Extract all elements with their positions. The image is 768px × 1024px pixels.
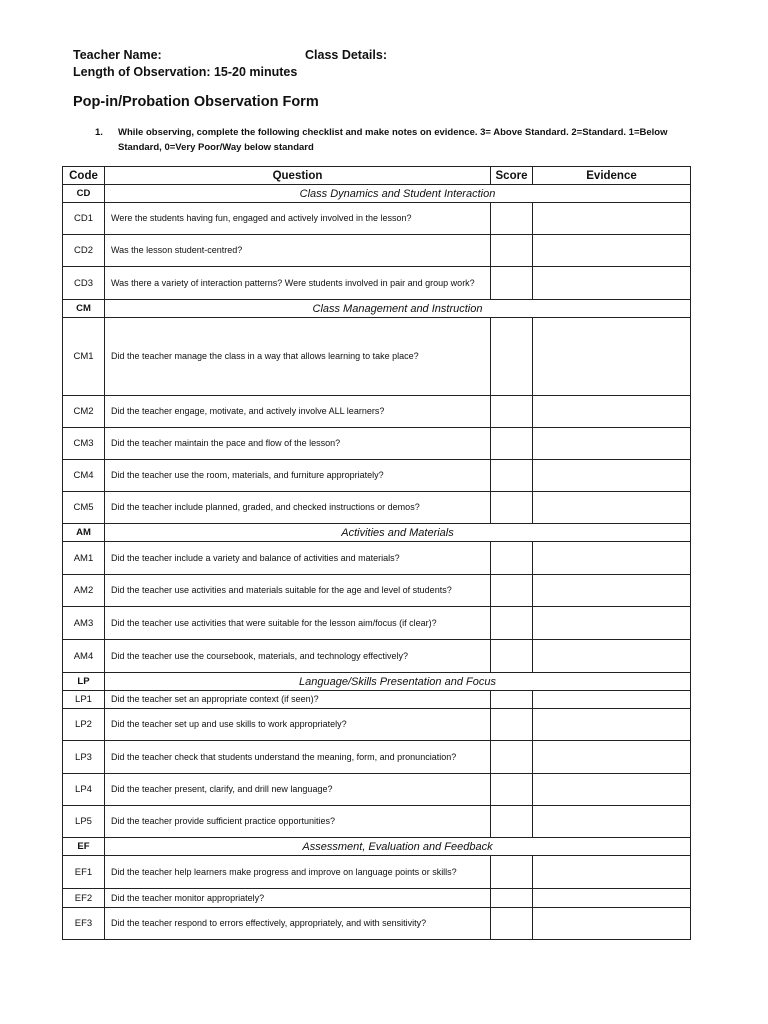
item-code: EF3 [63,908,105,940]
table-row [63,709,691,741]
score-cell[interactable] [491,889,533,908]
instruction-text: While observing, complete the following checklist and make notes on evidence. 3= Above Standard. 2=Standard. 1=Below Standard, 0=Very Poor/Way below standard [118,127,668,153]
question-column-header: Question [105,167,491,185]
table-row [63,908,691,940]
table-row [63,460,691,492]
observation-length-label: Length of Observation: 15-20 minutes [73,65,298,79]
item-code: LP2 [63,709,105,741]
table-row [63,691,691,709]
evidence-cell[interactable] [533,741,691,774]
score-cell[interactable] [491,460,533,492]
item-question: Was the lesson student-centred? [105,235,491,267]
table-header-row [63,167,691,185]
section-title: Class Management and Instruction [105,300,691,318]
score-cell[interactable] [491,203,533,235]
item-code: CD1 [63,203,105,235]
item-code: AM2 [63,575,105,607]
evidence-cell[interactable] [533,774,691,806]
item-question: Did the teacher include planned, graded, and checked instructions or demos? [105,492,491,524]
evidence-cell[interactable] [533,492,691,524]
item-question: Did the teacher present, clarify, and drill new language? [105,774,491,806]
item-code: CM5 [63,492,105,524]
section-row [63,673,691,691]
teacher-name-label: Teacher Name: [73,48,162,62]
section-code: CM [63,300,105,318]
item-question: Did the teacher use the room, materials, and furniture appropriately? [105,460,491,492]
evidence-cell[interactable] [533,235,691,267]
score-cell[interactable] [491,806,533,838]
item-code: AM3 [63,607,105,640]
section-row [63,524,691,542]
item-question: Did the teacher set an appropriate context (if seen)? [105,691,491,709]
table-row [63,741,691,774]
table-row [63,806,691,838]
table-row [63,856,691,889]
score-cell[interactable] [491,267,533,300]
score-cell[interactable] [491,492,533,524]
score-cell[interactable] [491,856,533,889]
table-row [63,396,691,428]
section-code: AM [63,524,105,542]
table-row [63,203,691,235]
item-question: Were the students having fun, engaged and actively involved in the lesson? [105,203,491,235]
item-code: CD2 [63,235,105,267]
score-cell[interactable] [491,640,533,673]
item-code: CM3 [63,428,105,460]
item-question: Did the teacher use activities that were suitable for the lesson aim/focus (if clear)? [105,607,491,640]
item-question: Did the teacher check that students understand the meaning, form, and pronunciation? [105,741,491,774]
item-question: Was there a variety of interaction patterns? Were students involved in pair and group work? [105,267,491,300]
table-row [63,235,691,267]
evidence-cell[interactable] [533,318,691,396]
evidence-cell[interactable] [533,709,691,741]
score-cell[interactable] [491,575,533,607]
evidence-cell[interactable] [533,542,691,575]
item-question: Did the teacher respond to errors effectively, appropriately, and with sensitivity? [105,908,491,940]
evidence-cell[interactable] [533,908,691,940]
item-code: LP1 [63,691,105,709]
item-code: CM1 [63,318,105,396]
item-question: Did the teacher manage the class in a way that allows learning to take place? [105,318,491,396]
evidence-cell[interactable] [533,575,691,607]
table-row [63,542,691,575]
score-cell[interactable] [491,741,533,774]
checklist-body [63,185,691,940]
item-code: LP3 [63,741,105,774]
form-title: Pop-in/Probation Observation Form [73,94,319,110]
table-row [63,267,691,300]
item-question: Did the teacher monitor appropriately? [105,889,491,908]
score-cell[interactable] [491,428,533,460]
item-code: AM1 [63,542,105,575]
item-question: Did the teacher help learners make progress and improve on language points or skills? [105,856,491,889]
evidence-column-header: Evidence [533,167,691,185]
section-title: Assessment, Evaluation and Feedback [105,838,691,856]
section-title: Language/Skills Presentation and Focus [105,673,691,691]
score-cell[interactable] [491,709,533,741]
item-question: Did the teacher set up and use skills to work appropriately? [105,709,491,741]
item-code: LP4 [63,774,105,806]
evidence-cell[interactable] [533,607,691,640]
evidence-cell[interactable] [533,267,691,300]
table-row [63,575,691,607]
instruction-number: 1. [95,127,103,138]
section-code: CD [63,185,105,203]
item-question: Did the teacher use the coursebook, materials, and technology effectively? [105,640,491,673]
section-row [63,838,691,856]
table-row [63,318,691,396]
item-question: Did the teacher use activities and materials suitable for the age and level of students? [105,575,491,607]
evidence-cell[interactable] [533,806,691,838]
evidence-cell[interactable] [533,203,691,235]
score-cell[interactable] [491,691,533,709]
score-cell[interactable] [491,774,533,806]
item-question: Did the teacher include a variety and balance of activities and materials? [105,542,491,575]
table-row [63,640,691,673]
evidence-cell[interactable] [533,856,691,889]
item-code: LP5 [63,806,105,838]
item-question: Did the teacher provide sufficient practice opportunities? [105,806,491,838]
table-row [63,889,691,908]
section-title: Activities and Materials [105,524,691,542]
score-cell[interactable] [491,396,533,428]
evidence-cell[interactable] [533,640,691,673]
score-cell[interactable] [491,542,533,575]
evidence-cell[interactable] [533,396,691,428]
section-row [63,300,691,318]
section-code: LP [63,673,105,691]
item-question: Did the teacher engage, motivate, and actively involve ALL learners? [105,396,491,428]
section-row [63,185,691,203]
item-code: CM2 [63,396,105,428]
evidence-cell[interactable] [533,460,691,492]
item-code: EF2 [63,889,105,908]
table-row [63,492,691,524]
score-cell[interactable] [491,318,533,396]
section-code: EF [63,838,105,856]
evidence-cell[interactable] [533,428,691,460]
score-cell[interactable] [491,235,533,267]
score-cell[interactable] [491,908,533,940]
evidence-cell[interactable] [533,889,691,908]
table-row [63,428,691,460]
section-title: Class Dynamics and Student Interaction [105,185,691,203]
item-code: EF1 [63,856,105,889]
item-code: AM4 [63,640,105,673]
evidence-cell[interactable] [533,691,691,709]
table-row [63,774,691,806]
item-code: CD3 [63,267,105,300]
item-code: CM4 [63,460,105,492]
score-column-header: Score [491,167,533,185]
code-column-header: Code [63,167,105,185]
table-row [63,607,691,640]
item-question: Did the teacher maintain the pace and flow of the lesson? [105,428,491,460]
observation-checklist-table [62,166,691,940]
class-details-label: Class Details: [305,48,387,62]
score-cell[interactable] [491,607,533,640]
